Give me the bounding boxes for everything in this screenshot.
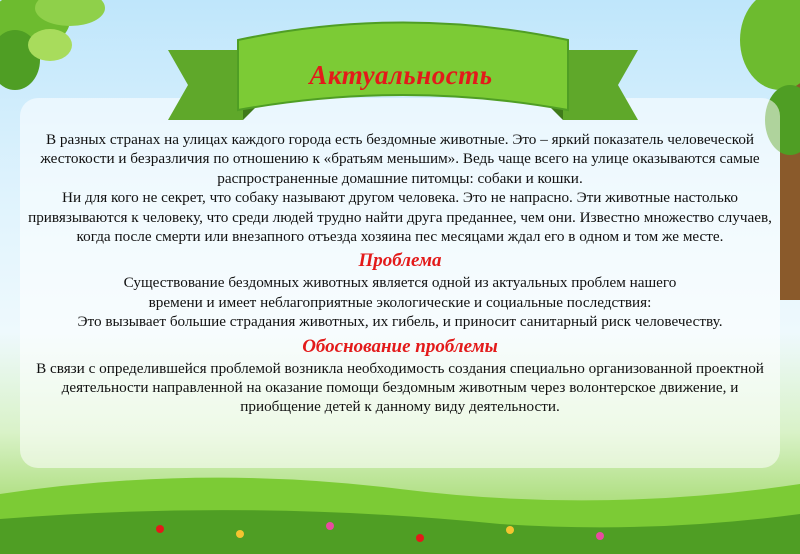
problem-heading: Проблема [358, 250, 442, 272]
paragraph-relevance-1: В разных странах на улицах каждого города есть бездомные животные. Это – яркий показатель человеческой жестокости и безразличия по отношению к «братьям меньшим». Ведь чаще всего на улице оказываются самые распространенные домашние питомцы: собаки и кошки. [40, 131, 760, 187]
problem-line-3: Это вызывает большие страдания животных, их гибель, и приносит санитарный риск человечеству. [77, 313, 723, 331]
paragraph-relevance-2: Ни для кого не секрет, что собаку называют другом человека. Это не напрасно. Эти животные настолько привязываются к человеку, что среди людей трудно найти друга преданнее, чем они. Известно множество случаев, когда после смерти или внезапного отъезда хозяина пес месяцами ждал его в одном и том же месте. [28, 189, 772, 246]
leaves-decoration [0, 0, 140, 110]
main-text [22, 130, 778, 417]
problem-line-2: времени и имеет неблагоприятные экологические и социальные последствия: [148, 293, 652, 311]
problem-line-1: Существование бездомных животных является одной из актуальных проблем нашего [123, 274, 677, 292]
page-title: Актуальность [309, 60, 493, 90]
grass-decoration [0, 434, 800, 554]
justification-heading: Обоснование проблемы [302, 335, 498, 357]
justification-text: В связи с определившейся проблемой возникла необходимость создания специально организованной проектной деятельности направленной на оказание помощи бездомным животным через волонтерское движение, и приобщение детей к данному виду деятельности. [36, 359, 764, 416]
